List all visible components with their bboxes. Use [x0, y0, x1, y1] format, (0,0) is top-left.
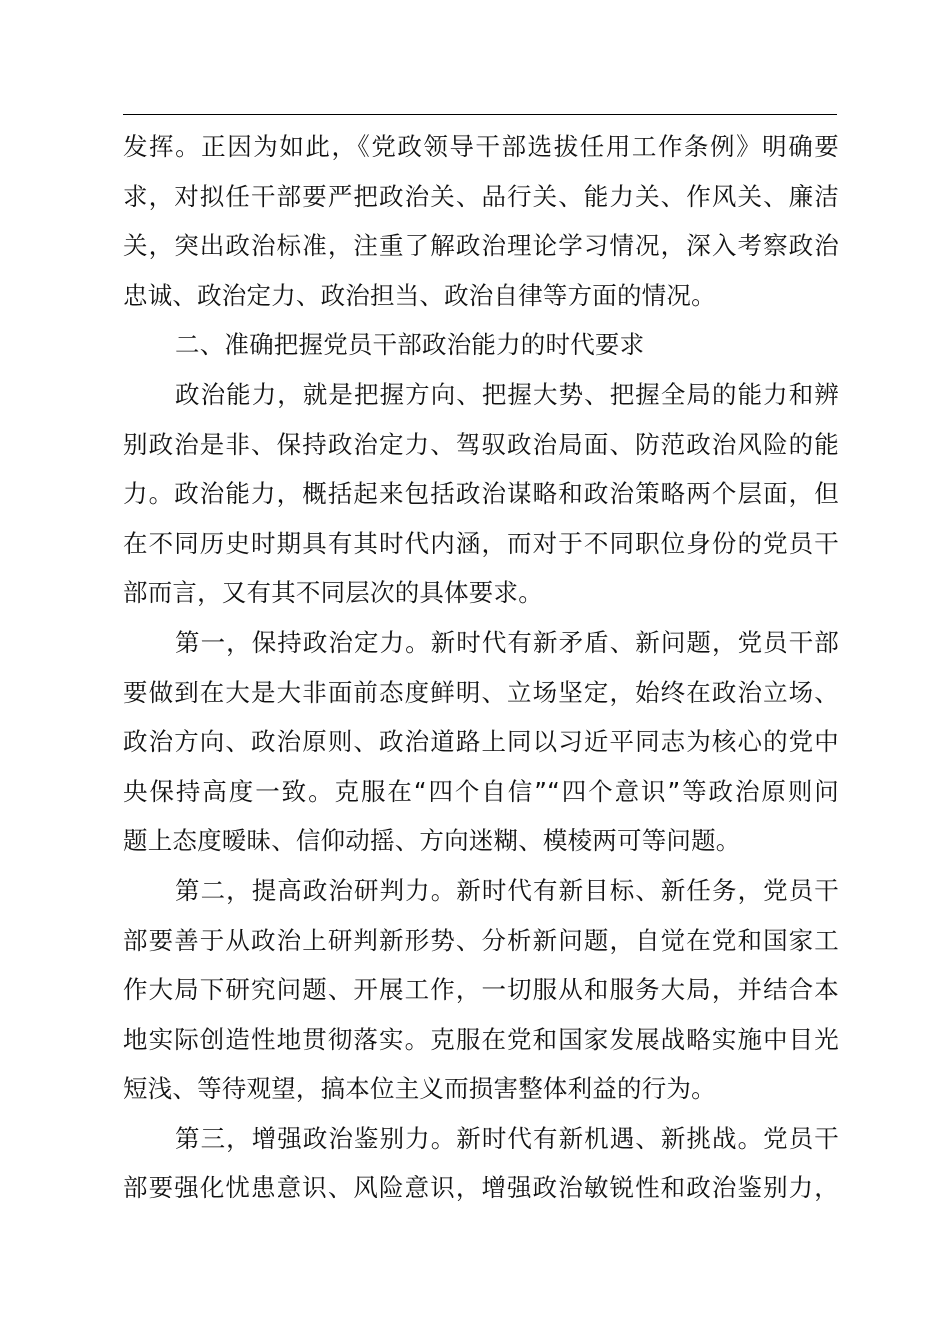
text-line: 第二，提高政治研判力。新时代有新目标、新任务，党员干 [175, 875, 839, 905]
text-line: 地实际创造性地贯彻落实。克服在党和国家发展战略实施中目光 [123, 1024, 839, 1054]
text-line: 力。政治能力，概括起来包括政治谋略和政治策略两个层面，但 [123, 479, 839, 509]
text-line: 央保持高度一致。克服在“四个自信”“四个意识”等政治原则问 [123, 776, 839, 806]
text-line: 题上态度暧昧、信仰动摇、方向迷糊、模棱两可等问题。 [123, 826, 741, 856]
text-line: 别政治是非、保持政治定力、驾驭政治局面、防范政治风险的能 [123, 429, 839, 459]
text-line: 部要强化忧患意识、风险意识，增强政治敏锐性和政治鉴别力， [123, 1173, 839, 1203]
text-line: 作大局下研究问题、开展工作，一切服从和服务大局，并结合本 [123, 975, 839, 1005]
text-line: 第三，增强政治鉴别力。新时代有新机遇、新挑战。党员干 [175, 1123, 839, 1153]
text-line: 忠诚、政治定力、政治担当、政治自律等方面的情况。 [123, 280, 716, 310]
text-line: 部而言，又有其不同层次的具体要求。 [123, 578, 543, 608]
text-line: 短浅、等待观望，搞本位主义而损害整体利益的行为。 [123, 1074, 716, 1104]
text-line: 求，对拟任干部要严把政治关、品行关、能力关、作风关、廉洁 [123, 181, 839, 211]
text-line: 第一，保持政治定力。新时代有新矛盾、新问题，党员干部 [175, 627, 839, 657]
text-line: 在不同历史时期具有其时代内涵，而对于不同职位身份的党员干 [123, 528, 839, 558]
text-line: 部要善于从政治上研判新形势、分析新问题，自觉在党和国家工 [123, 925, 839, 955]
text-line: 政治能力，就是把握方向、把握大势、把握全局的能力和辨 [175, 379, 839, 409]
header-rule [123, 114, 837, 115]
text-line: 发挥。正因为如此，《党政领导干部选拔任用工作条例》明确要 [123, 132, 839, 161]
text-line: 关，突出政治标准，注重了解政治理论学习情况，深入考察政治 [123, 231, 839, 261]
text-line: 要做到在大是大非面前态度鲜明、立场坚定，始终在政治立场、 [123, 677, 839, 707]
text-line: 政治方向、政治原则、政治道路上同以习近平同志为核心的党中 [123, 727, 839, 757]
section-heading: 二、准确把握党员干部政治能力的时代要求 [175, 330, 645, 360]
body-text [123, 122, 839, 1213]
